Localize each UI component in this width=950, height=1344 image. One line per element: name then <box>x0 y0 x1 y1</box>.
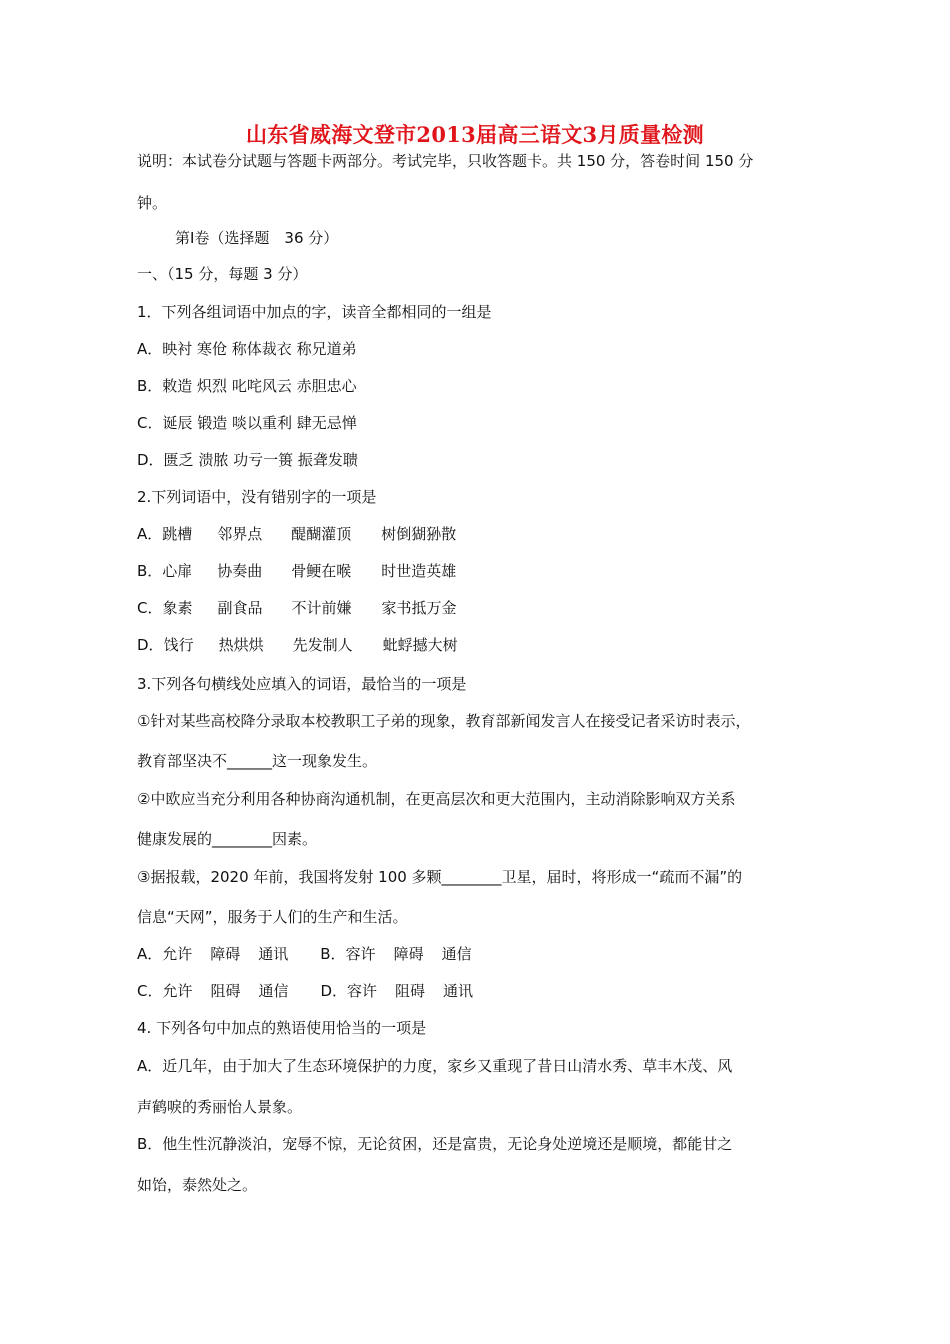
q4-option-a-line-2: 声鹤唳的秀丽怡人景象。 <box>137 1098 303 1116</box>
option-word: 邻界点 <box>217 525 263 543</box>
option-word: 热烘烘 <box>218 636 264 654</box>
option-word: 饯行 <box>163 636 194 654</box>
q2-option-d <box>137 634 458 656</box>
q3-sentence-2-line-2: 健康发展的________因素。 <box>137 830 318 848</box>
option-letter: D． <box>137 636 164 654</box>
option-word: 副食品 <box>217 599 263 617</box>
option-word: 允许 <box>162 982 193 1000</box>
q1-stem: 1．下列各组词语中加点的字，读音全都相同的一组是 <box>137 303 492 321</box>
option-word: 醍醐灌顶 <box>291 525 352 543</box>
q1-option-c: C．诞辰 锻造 啖以重利 肆无忌惮 <box>137 414 357 432</box>
option-word: 树倒猢狲散 <box>381 525 457 543</box>
exam-note-line-2: 钟。 <box>137 194 168 212</box>
option-word: 阻碍 <box>210 982 241 1000</box>
q3-stem: 3.下列各句横线处应填入的词语，最恰当的一项是 <box>137 675 467 693</box>
q4-stem: 4. 下列各句中加点的熟语使用恰当的一项是 <box>137 1019 427 1037</box>
option-letter: B． <box>320 945 346 963</box>
option-word: 家书抵万金 <box>381 599 457 617</box>
q3-sentence-1-line-2: 教育部坚决不______这一现象发生。 <box>137 752 378 770</box>
option-word: 跳槽 <box>162 525 193 543</box>
option-word: 障碍 <box>210 945 241 963</box>
option-word: 阻碍 <box>395 982 426 1000</box>
q1-option-d: D．匮乏 溃脓 功亏一篑 振聋发聩 <box>137 451 358 469</box>
q4-option-a-line-1: A．近几年，由于加大了生态环境保护的力度，家乡又重现了昔日山清水秀、草丰木茂、风 <box>137 1057 733 1075</box>
q3-sentence-3-line-2: 信息“天网”，服务于人们的生产和生活。 <box>137 908 408 926</box>
option-word: 象素 <box>162 599 193 617</box>
option-word: 不计前嫌 <box>291 599 352 617</box>
q3-options-row-2 <box>137 980 473 1002</box>
option-word: 通信 <box>258 982 289 1000</box>
option-letter: B． <box>137 562 163 580</box>
q4-option-b-line-2: 如饴，泰然处之。 <box>137 1176 258 1194</box>
option-word: 障碍 <box>393 945 424 963</box>
section-heading: 第Ⅰ卷（选择题 36 分） <box>175 229 339 247</box>
option-word: 通讯 <box>443 982 474 1000</box>
q4-option-b-line-1: B．他生性沉静淡泊，宠辱不惊，无论贫困，还是富贵，无论身处逆境还是顺境，都能甘之 <box>137 1135 733 1153</box>
option-letter: A． <box>137 945 163 963</box>
option-word: 容许 <box>347 982 378 1000</box>
document-title: 山东省威海文登市2013届高三语文3月质量检测 <box>246 122 704 147</box>
q3-sentence-2-line-1: ②中欧应当充分利用各种协商沟通机制，在更高层次和更大范围内，主动消除影响双方关系 <box>137 790 736 808</box>
option-letter: D． <box>320 982 348 1000</box>
option-word: 允许 <box>162 945 193 963</box>
q3-sentence-3-line-1: ③据报载，2020 年前，我国将发射 100 多颗________卫星，届时，将形成一“疏而不漏”的 <box>137 868 743 886</box>
q1-option-b: B．敕造 炽烈 叱咤风云 赤胆忠心 <box>137 377 357 395</box>
option-word: 协奏曲 <box>217 562 263 580</box>
option-word: 通信 <box>441 945 472 963</box>
option-word: 骨鲠在喉 <box>291 562 352 580</box>
q2-stem: 2.下列词语中，没有错别字的一项是 <box>137 488 377 506</box>
option-word: 时世造英雄 <box>381 562 457 580</box>
option-word: 先发制人 <box>292 636 353 654</box>
option-word: 心扉 <box>162 562 193 580</box>
q2-option-a <box>137 523 456 545</box>
option-letter: C． <box>137 599 163 617</box>
q3-sentence-1-line-1: ①针对某些高校降分录取本校教职工子弟的现象，教育部新闻发言人在接受记者采访时表示， <box>137 712 751 730</box>
option-word: 通讯 <box>258 945 289 963</box>
q2-option-c <box>137 597 457 619</box>
option-letter: A． <box>137 525 163 543</box>
option-word: 容许 <box>345 945 376 963</box>
option-word: 蚍蜉撼大树 <box>382 636 458 654</box>
part-heading: 一、（15 分，每题 3 分） <box>137 265 308 283</box>
exam-note-line-1: 说明：本试卷分试题与答题卡两部分。考试完毕，只收答题卡。共 150 分，答卷时间 150 分 <box>137 152 754 170</box>
q2-option-b <box>137 560 456 582</box>
q1-option-a: A．映衬 寒伧 称体裁衣 称兄道弟 <box>137 340 357 358</box>
q3-options-row-1 <box>137 943 472 965</box>
option-letter: C． <box>137 982 163 1000</box>
